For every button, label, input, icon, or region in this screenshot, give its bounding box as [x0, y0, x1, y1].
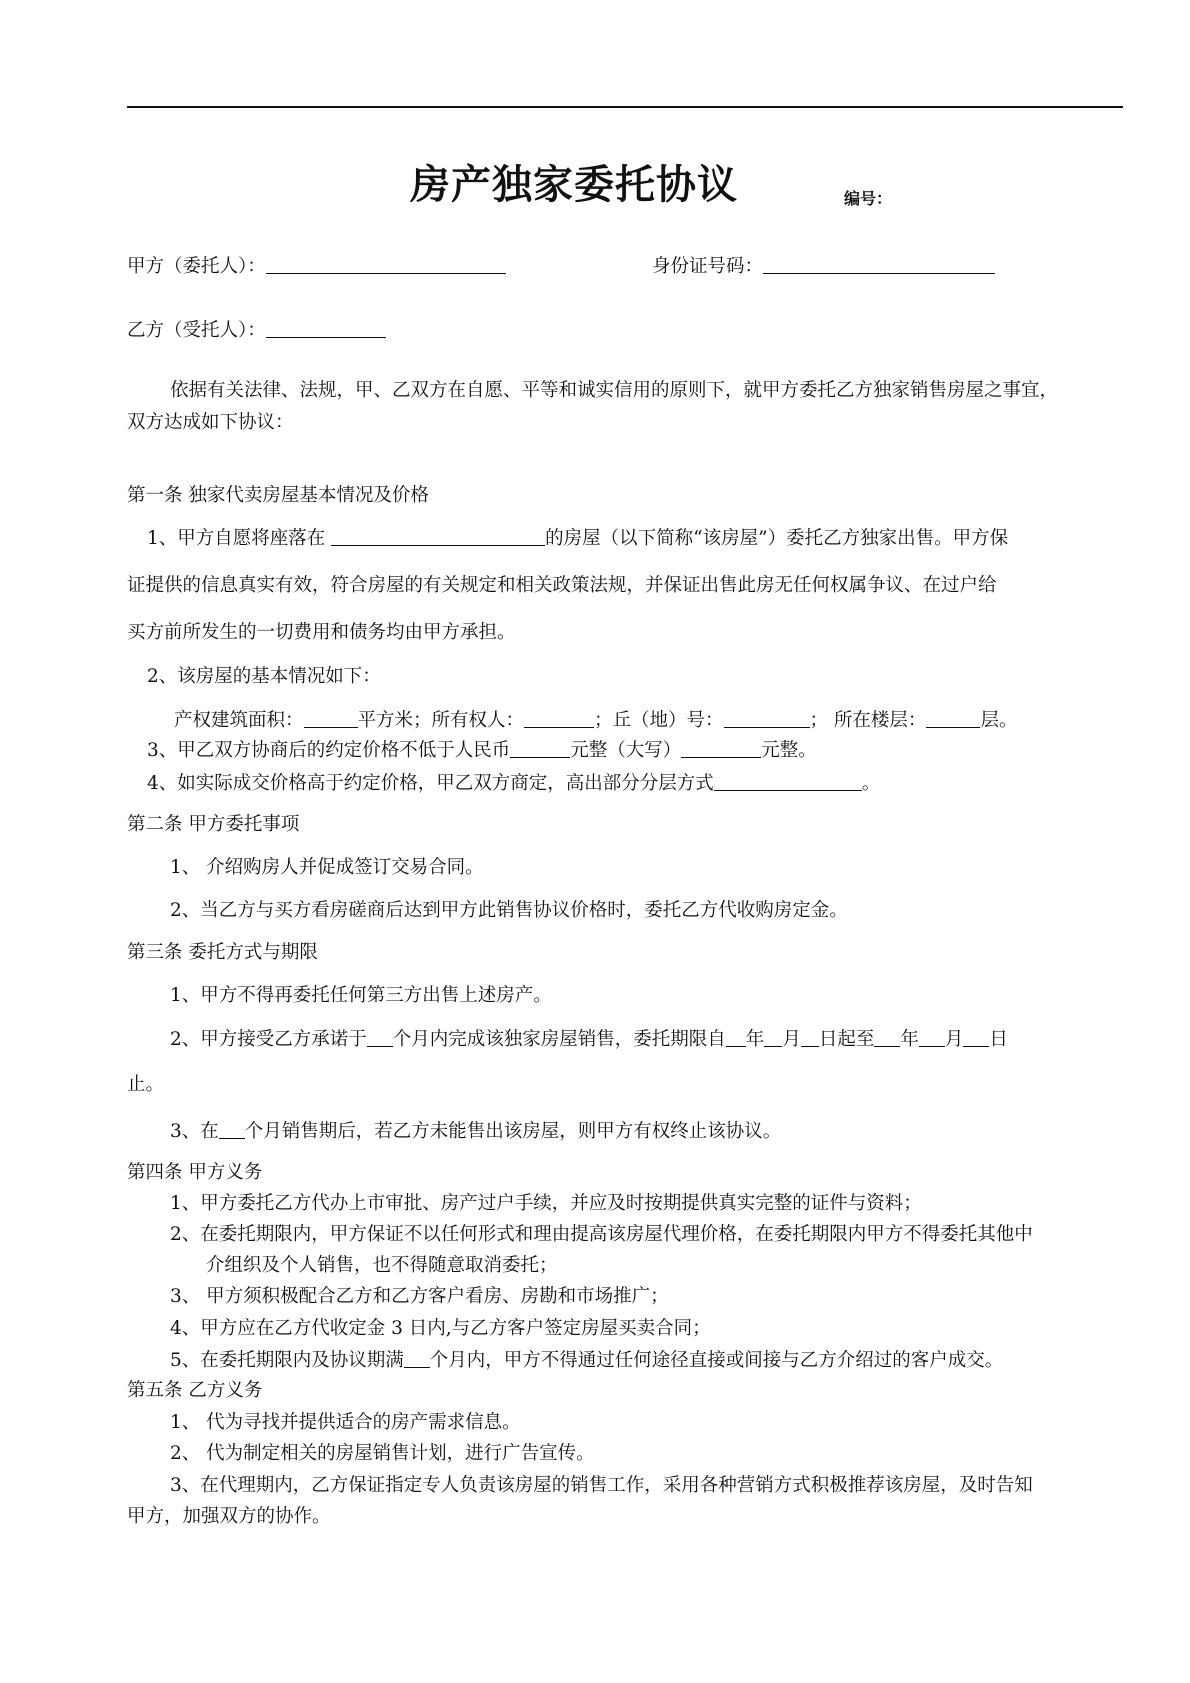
article-1-heading: 第一条 独家代卖房屋基本情况及价格: [127, 485, 429, 506]
property-details-line: [174, 707, 1017, 734]
party-a-line: [127, 253, 506, 280]
party-b-blank: [266, 317, 386, 338]
month-label: 月: [782, 1029, 801, 1050]
months-blank: [367, 1026, 393, 1047]
art3-c3-text-b: 个月销售期后，若乙方未能售出该房屋，则甲方有权终止该协议。: [244, 1121, 782, 1142]
art4-clause-1: 1、甲方委托乙方代办上市审批、房产过户手续，并应及时按期提供真实完整的证件与资料；: [170, 1193, 922, 1214]
art4-clause-5: [170, 1347, 1003, 1374]
owner-label: 平方米；所有权人：: [357, 710, 525, 731]
art1-clause-3: [147, 737, 817, 764]
art1-c1-text-post: 的房屋（以下简称“该房屋”）委托乙方独家出售。甲方保: [545, 528, 1009, 549]
end-day-blank: [963, 1026, 989, 1047]
floor-blank: [926, 707, 980, 728]
article-4-heading: 第四条 甲方义务: [127, 1162, 263, 1183]
party-b-line: [127, 317, 386, 344]
id-label: 身份证号码：: [652, 256, 764, 277]
article-5-heading: 第五条 乙方义务: [127, 1380, 263, 1401]
day-label-end: 日: [989, 1029, 1008, 1050]
art3-clause-1: 1、甲方不得再委托任何第三方出售上述房产。: [170, 985, 552, 1006]
hill-blank: [724, 707, 810, 728]
start-day-blank: [801, 1026, 819, 1047]
art4-clause-3: 3、 甲方须积极配合乙方和乙方客户看房、房勘和市场推广；: [170, 1286, 669, 1307]
art3-clause-3: [170, 1118, 781, 1145]
year-label-end: 年: [900, 1029, 919, 1050]
split-label: 4、如实际成交价格高于约定价格，甲乙双方商定，高出部分分层方式: [147, 773, 714, 794]
article-2-heading: 第二条 甲方委托事项: [127, 814, 300, 835]
split-blank: [714, 770, 862, 791]
end-month-blank: [919, 1026, 945, 1047]
price-capital-label: 元整（大写）: [570, 740, 682, 761]
price-label: 3、甲乙双方协商后的约定价格不低于人民币: [147, 740, 511, 761]
address-blank: [331, 525, 545, 546]
intro-line-2: 双方达成如下协议：: [127, 412, 294, 433]
art2-clause-2: 2、当乙方与买方看房磋商后达到甲方此销售协议价格时，委托乙方代收购房定金。: [170, 900, 848, 921]
day-from-label: 日起至: [818, 1029, 875, 1050]
area-blank: [304, 707, 358, 728]
price-blank: [510, 737, 570, 758]
party-a-blank: [266, 253, 506, 274]
term-months-blank: [404, 1347, 430, 1368]
art1-clause-4: [147, 770, 880, 797]
page-title: 房产独家委托协议: [410, 162, 738, 208]
start-month-blank: [764, 1026, 782, 1047]
art3-clause-2-line-2: 止。: [127, 1074, 165, 1095]
floor-unit: 层。: [980, 710, 1018, 731]
price-capital-blank: [681, 737, 761, 758]
art4-c5-text-b: 个月内，甲方不得通过任何途径直接或间接与乙方介绍过的客户成交。: [429, 1350, 1004, 1371]
art1-clause-1: [147, 525, 1008, 552]
art4-c5-text: 5、在委托期限内及协议期满: [170, 1350, 404, 1371]
art1-clause-1-line-2: 证提供的信息真实有效，符合房屋的有关规定和相关政策法规，并保证出售此房无任何权属争议、在过户给: [127, 575, 997, 596]
art4-clause-4: 4、甲方应在乙方代收定金 3 日内,与乙方客户签定房屋买卖合同；: [170, 1318, 711, 1339]
year-label: 年: [745, 1029, 765, 1050]
art5-clause-1: 1、 代为寻找并提供适合的房产需求信息。: [170, 1412, 521, 1433]
id-blank: [763, 253, 995, 274]
party-a-label: 甲方（委托人）：: [127, 256, 266, 277]
art5-clause-2: 2、 代为制定相关的房屋销售计划，进行广告宣传。: [170, 1443, 595, 1464]
end-year-blank: [874, 1026, 900, 1047]
floor-label: ； 所在楼层：: [809, 710, 927, 731]
art1-c1-text: 1、甲方自愿将座落在: [147, 528, 332, 549]
art1-clause-2: 2、该房屋的基本情况如下：: [147, 666, 381, 687]
art3-c2-text-b: 个月内完成该独家房屋销售，委托期限自: [392, 1029, 726, 1050]
art4-clause-2-line-2: 介组织及个人销售，也不得随意取消委托；: [206, 1255, 558, 1276]
party-b-label: 乙方（受托人）：: [127, 320, 266, 341]
hill-label: ；丘（地）号：: [594, 710, 724, 731]
art3-c2-text: 2、甲方接受乙方承诺于: [170, 1029, 367, 1050]
id-line: [652, 253, 995, 280]
art5-clause-3-line-2: 甲方，加强双方的协作。: [127, 1506, 331, 1527]
art3-clause-2: [170, 1026, 1008, 1053]
article-3-heading: 第三条 委托方式与期限: [127, 942, 318, 963]
top-rule: [127, 106, 1123, 108]
start-year-blank: [726, 1026, 746, 1047]
split-end: 。: [861, 773, 881, 794]
sale-period-blank: [219, 1118, 245, 1139]
art3-c3-text: 3、在: [170, 1121, 219, 1142]
number-label: 编号：: [844, 189, 893, 208]
month-label-end: 月: [944, 1029, 964, 1050]
art2-clause-1: 1、 介绍购房人并促成签订交易合同。: [170, 857, 484, 878]
price-unit: 元整。: [761, 740, 817, 761]
owner-blank: [524, 707, 594, 728]
art4-clause-2: 2、在委托期限内，甲方保证不以任何形式和理由提高该房屋代理价格，在委托期限内甲方不得委托其他中: [170, 1224, 1033, 1245]
area-label: 产权建筑面积：: [174, 710, 304, 731]
art1-clause-1-line-3: 买方前所发生的一切费用和债务均由甲方承担。: [127, 622, 516, 643]
art5-clause-3: 3、在代理期内，乙方保证指定专人负责该房屋的销售工作，采用各种营销方式积极推荐该房屋，及时告知: [170, 1475, 1033, 1496]
intro-line-1: 依据有关法律、法规，甲、乙双方在自愿、平等和诚实信用的原则下，就甲方委托乙方独家销售房屋之事宜，: [170, 380, 1059, 401]
